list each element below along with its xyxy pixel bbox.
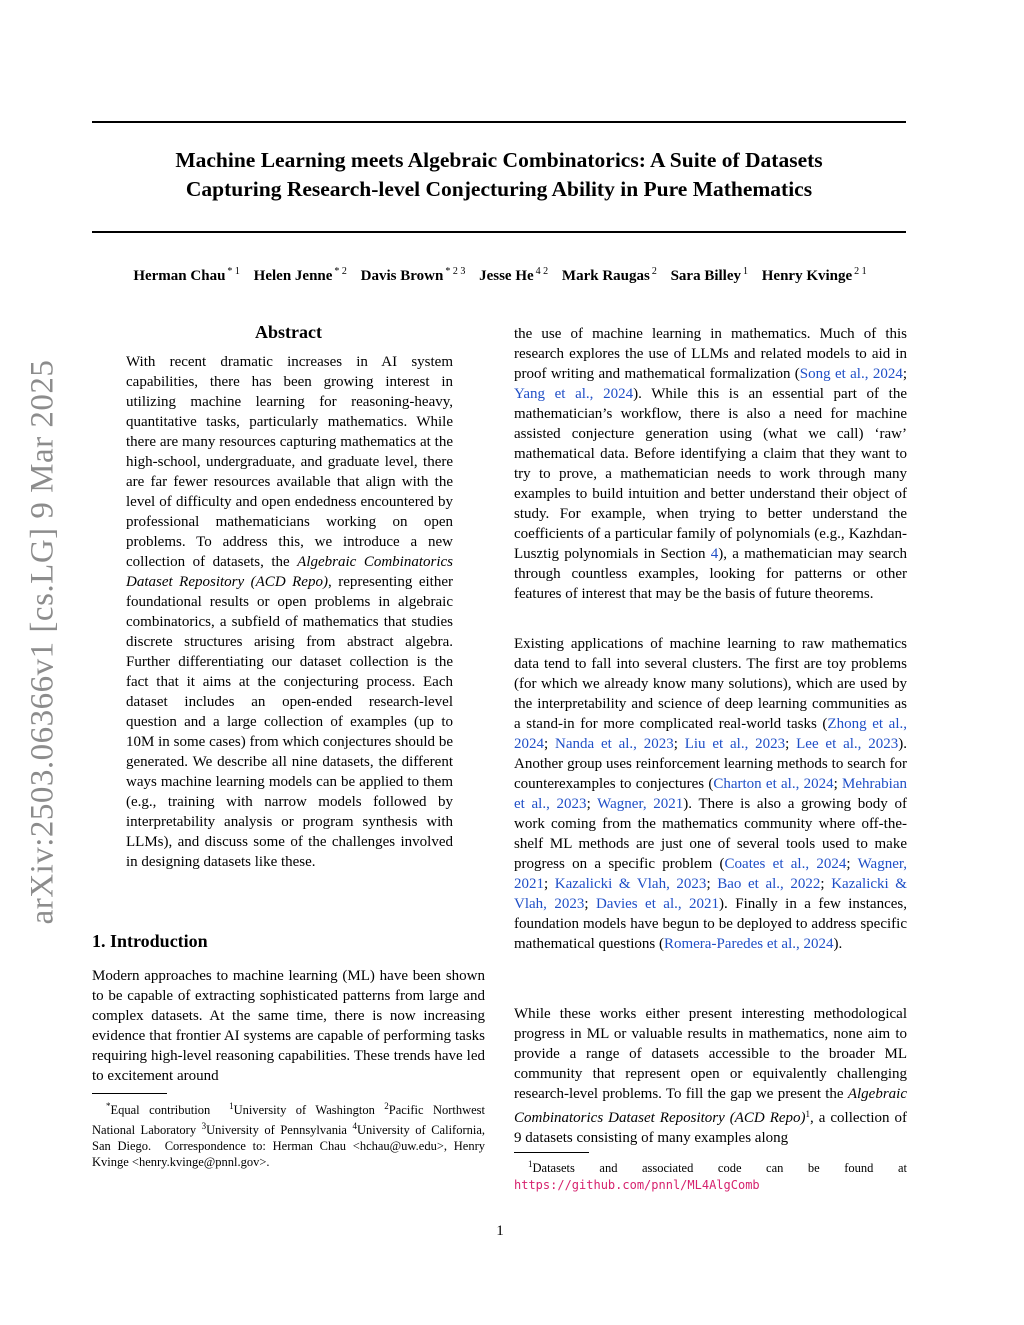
section-heading-introduction: 1. Introduction bbox=[92, 931, 208, 951]
section-link[interactable]: 4 bbox=[710, 546, 719, 562]
citation-link[interactable]: Yang et al., 2024 bbox=[514, 386, 634, 402]
right-paragraph-3: While these works either present interesting methodological progress in ML or valuable results in mathematics, none aim to provide a range of datasets accessible to the broader ML community that represent open or equivalently challenging research-level problems. To fill the gap we present the Algebraic Combinatorics Dataset Repository (ACD Repo)$^1$, a collection of 9 datasets consisting of many examples along bbox=[514, 1006, 907, 1146]
footnote-rule bbox=[92, 1093, 167, 1094]
title-bottom-rule bbox=[92, 231, 906, 233]
author: Helen Jenne $^{* 2}$ bbox=[253, 266, 347, 284]
citation-link[interactable]: Wagner, 2021 bbox=[514, 856, 907, 892]
author: Davis Brown $^{* 2 3}$ bbox=[360, 266, 466, 284]
author: Mark Raugas $^2$ bbox=[561, 266, 657, 284]
footnote-rule bbox=[514, 1152, 589, 1153]
title-line-1: Machine Learning meets Algebraic Combinatorics: A Suite of Datasets bbox=[175, 148, 823, 172]
abstract-body: With recent dramatic increases in AI system capabilities, there has been growing interest in utilizing machine learning for reasoning-heavy, quantitative tasks, particularly mathematics. While there are many resources capturing mathematics at the high-school, undergraduate, and graduate level, there are far fewer resources available that align with the level of difficulty and open endedness encountered by professional mathematicians working on open problems. To address this, we introduce a new collection of datasets, the Algebraic Combinatorics Dataset Repository (ACD Repo), representing either foundational results or open problems in algebraic combinatorics, a subfield of mathematics that studies discrete structures arising from abstract algebra. Further differentiating our dataset collection is the fact that it aims at the conjecturing process. Each dataset includes an open-ended research-level question and a large collection of examples (up to 10M in some cases) from which conjectures should be generated. We describe all nine datasets, the different ways machine learning models can be applied to them (e.g., training with narrow models followed by interpretability analysis or program synthesis with LLMs), and discuss some of the challenges involved in designing datasets like these. bbox=[126, 354, 453, 870]
right-paragraph-2: Existing applications of machine learning to raw mathematics data tend to fall into several clusters. The first are toy problems (for which we already know many solutions), which are used by the interpretability and science of deep learning communities as a stand-in for more complicated real-world tasks (Zhong et al., 2024; Nanda et al., 2023; Liu et al., 2023; Lee et al., 2023). Another group uses reinforcement learning methods to search for counterexamples to conjectures (Charton et al., 2024; Mehrabian et al., 2023; Wagner, 2021). There is also a growing body of work coming from the mathematics community where off-the-shelf ML methods are just one of several tools used to make progress on a specific problem (Coates et al., 2024; Wagner, 2021; Kazalicki & Vlah, 2023; Bao et al., 2022; Kazalicki & Vlah, 2023; Davies et al., 2021). Finally in a few instances, foundation models have begun to be deployed to address specific mathematical questions (Romera-Paredes et al., 2024). bbox=[514, 636, 907, 952]
citation-link[interactable]: Romera-Paredes et al., 2024 bbox=[663, 936, 834, 952]
citation-link[interactable]: Bao et al., 2022 bbox=[717, 876, 821, 892]
repository-url-link[interactable]: https://github.com/pnnl/ML4AlgComb bbox=[514, 1178, 760, 1192]
title-line-2: Capturing Research-level Conjecturing Ability in Pure Mathematics bbox=[185, 177, 813, 201]
citation-link[interactable]: Zhong et al., 2024 bbox=[514, 716, 907, 752]
paper-title bbox=[92, 146, 906, 204]
author: Sara Billey $^1$ bbox=[670, 266, 748, 284]
citation-link[interactable]: Liu et al., 2023 bbox=[684, 736, 786, 752]
citation-link[interactable]: Song et al., 2024 bbox=[799, 366, 903, 382]
citation-link[interactable]: Charton et al., 2024 bbox=[713, 776, 834, 792]
dataset-footnote: $^1$Datasets and associated code can be found at https://github.com/pnnl/ML4AlgComb bbox=[514, 1159, 907, 1192]
page-number: 1 bbox=[496, 1223, 504, 1239]
citation-link[interactable]: Coates et al., 2024 bbox=[724, 856, 847, 872]
footnote-marker[interactable]: 1 bbox=[805, 1109, 811, 1119]
citation-link[interactable]: Mehrabian et al., 2023 bbox=[514, 776, 907, 812]
citation-link[interactable]: Davies et al., 2021 bbox=[595, 896, 720, 912]
citation-link[interactable]: Lee et al., 2023 bbox=[796, 736, 899, 752]
right-paragraph-1: the use of machine learning in mathematics. Much of this research explores the use of LLMs and related models to aid in proof writing and mathematical formalization (Song et al., 2024; Yang et al., 2024). While this is an essential part of the mathematician’s workflow, there is also a need for machine assisted conjecture generation using (what we call) ‘raw’ mathematical data. Before identifying a claim that they want to try to prove, a mathematician needs to work through many examples to build intuition and better understand their object of study. For example, when trying to better understand the coefficients of a particular family of polynomials (e.g., Kazhdan-Lusztig polynomials in Section 4), a mathematician may search through countless examples, looking for patterns or other features of interest that may be the basis of future theorems. bbox=[514, 326, 907, 602]
affiliations-footnote: *Equal contribution $^1$University of Washington $^2$Pacific Northwest National Laboratory $^3$University of Pennsylvania $^4$University of California, San Diego. Correspondence to: Herman Chau <hchau@uw.edu>, Henry Kvinge <henry.kvinge@pnnl.gov>. bbox=[92, 1101, 486, 1169]
author: Herman Chau $^{* 1}$ bbox=[133, 266, 240, 284]
citation-link[interactable]: Kazalicki & Vlah, 2023 bbox=[554, 876, 707, 892]
arxiv-stamp-text: arXiv:2503.06366v1 [cs.LG] 9 Mar 2025 bbox=[24, 359, 61, 925]
author: Jesse He $^{4 2}$ bbox=[479, 266, 549, 284]
author: Henry Kvinge $^{2 1}$ bbox=[761, 266, 867, 284]
citation-link[interactable]: Nanda et al., 2023 bbox=[554, 736, 674, 752]
author-list bbox=[60, 266, 940, 285]
top-rule bbox=[92, 121, 906, 123]
citation-link[interactable]: Wagner, 2021 bbox=[597, 796, 684, 812]
abstract-heading: Abstract bbox=[255, 322, 322, 342]
intro-paragraph: Modern approaches to machine learning (ML) have been shown to be capable of extracting sophisticated patterns from large and complex datasets. At the same time, there is now increasing evidence that frontier AI systems are capable of performing tasks requiring high-level reasoning capabilities. These trends have led to excitement around bbox=[92, 968, 485, 1084]
citation-link[interactable]: Kazalicki & Vlah, 2023 bbox=[514, 876, 907, 912]
